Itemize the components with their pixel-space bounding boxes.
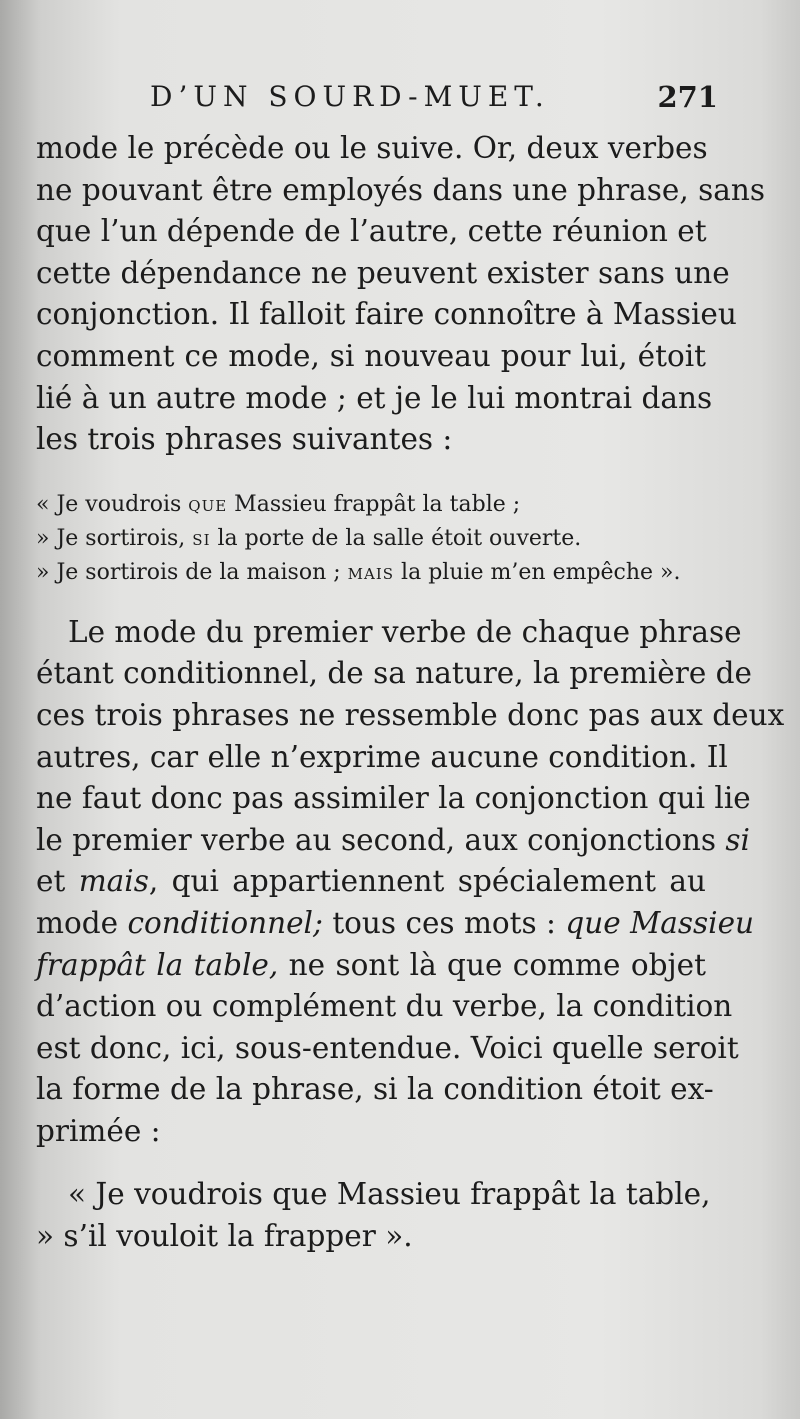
- text-line: lié à un autre mode ; et je le lui montrai dans: [36, 380, 713, 415]
- text-line: [36, 903, 755, 945]
- example-line-2: [36, 522, 706, 556]
- example-sentences: [36, 488, 706, 590]
- example-text: « Je voudrois: [36, 491, 189, 517]
- italic-run: que Massieu: [565, 905, 755, 940]
- italic-run: conditionnel;: [127, 905, 323, 940]
- text-line: ces trois phrases ne ressemble donc pas aux deux: [36, 697, 785, 732]
- text-run: le premier verbe au second, aux conjonctions: [36, 822, 726, 857]
- text-line: » s’il vouloit la frapper ».: [36, 1219, 413, 1254]
- example-text: Massieu frappât la table ;: [227, 491, 521, 517]
- example-conjunction: que: [188, 491, 228, 517]
- example-text: la pluie m’en empêche ».: [394, 559, 681, 585]
- italic-run: mais: [78, 864, 149, 899]
- text-line: ne pouvant être employés dans une phrase, sans: [36, 172, 765, 207]
- text-line: est donc, ici, sous-entendue. Voici quelle seroit: [36, 1030, 739, 1065]
- example-conjunction: si: [192, 525, 211, 551]
- example-line-3: [36, 556, 706, 590]
- text-run: mode: [36, 905, 128, 940]
- text-run: tous ces mots :: [322, 905, 566, 940]
- text-line: cette dépendance ne peuvent exister sans une: [36, 255, 730, 290]
- text-line: ne faut donc pas assimiler la conjonction qui lie: [36, 781, 751, 816]
- text-line: d’action ou complément du verbe, la condition: [36, 989, 733, 1024]
- text-line: conjonction. Il falloit faire connoître à Massieu: [36, 297, 737, 332]
- text-line: Le mode du premier verbe de chaque phrase: [68, 614, 742, 649]
- page-number: 271: [657, 80, 718, 114]
- example-conjunction: mais: [347, 559, 395, 585]
- running-header: [0, 80, 800, 130]
- text-line: « Je voudrois que Massieu frappât la table,: [68, 1177, 711, 1212]
- final-quote: [36, 1174, 711, 1257]
- text-line: autres, car elle n’exprime aucune condition. Il: [36, 739, 728, 774]
- italic-run: frappât la table,: [36, 947, 279, 982]
- example-text: » Je sortirois,: [36, 525, 193, 551]
- text-line: [36, 820, 750, 862]
- text-line: étant conditionnel, de sa nature, la première de: [36, 656, 752, 691]
- italic-run: si: [725, 822, 750, 857]
- page-body: [36, 128, 785, 1258]
- text-line: que l’un dépende de l’autre, cette réunion et: [36, 214, 707, 249]
- text-line: [36, 945, 706, 987]
- running-title: D’UN SOURD-MUET.: [150, 80, 550, 113]
- example-line-1: [36, 488, 706, 522]
- text-line: primée :: [36, 1113, 161, 1148]
- example-text: » Je sortirois de la maison ;: [36, 559, 348, 585]
- text-line: la forme de la phrase, si la condition étoit ex-: [36, 1072, 714, 1107]
- paragraph-1: [36, 128, 765, 461]
- text-run: , qui appartiennent spécialement au: [148, 864, 706, 899]
- paragraph-2: [36, 612, 785, 1153]
- text-run: et: [36, 864, 79, 899]
- example-text: la porte de la salle étoit ouverte.: [210, 525, 582, 551]
- text-line: comment ce mode, si nouveau pour lui, étoit: [36, 338, 706, 373]
- text-line: mode le précède ou le suive. Or, deux verbes: [36, 131, 708, 165]
- text-line: [36, 861, 706, 903]
- text-run: ne sont là que comme objet: [278, 947, 706, 982]
- text-line: les trois phrases suivantes :: [36, 422, 453, 457]
